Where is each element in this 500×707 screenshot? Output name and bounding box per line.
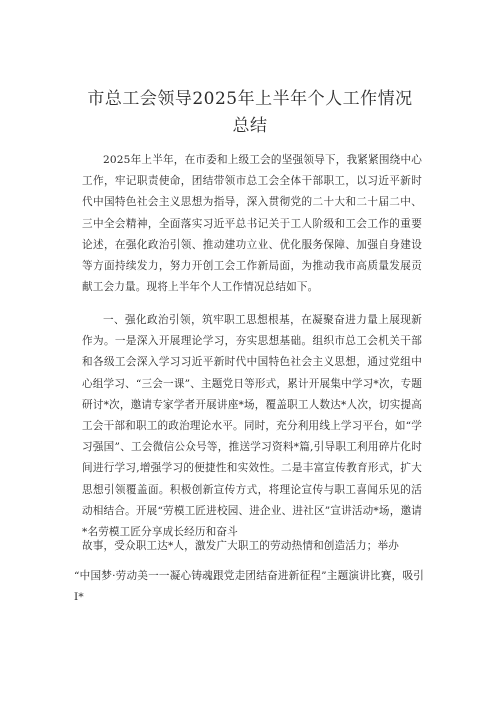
paragraph-continuation-2: “中国梦·劳动美一一凝心铸魂跟党走团结奋进新征程”主题演讲比赛，吸引I*: [74, 570, 424, 604]
paragraph-section-one: 一、强化政治引领，筑牢职工思想根基，在凝聚奋进力量上展现新作为。一是深入开展理论学习，夯实思想基础。组织市总工会机关干部和各级工会深入学习习近平新时代中国特色社会主义思想，通过党组中心组学习、“三会一课”、主题党日等形式，累计开展集中学习*次，专题研讨*次，邀请专家学者开展讲座*场，覆盖职工人数达*人次，切实提高工会干部和职工的政治理论水平。同时，充分利用线上学习平台，如“学习强国”、工会微信公众号等，推送学习资料*篇,引导职工利用碎片化时间进行学习,增强学习的便捷性和实效性。二是丰富宣传教育形式，扩大思想引领覆盖面。积极创新宣传方式，将理论宣传与职工喜闻乐见的活动相结合。开展“劳模工匠进校园、进企业、进社区”宣讲活动*场，邀请*名劳模工匠分享成长经历和奋斗: [82, 314, 422, 539]
paragraph-continuation: 故事，受众职工达*人，激发广大职工的劳动热情和创造活力；举办: [82, 540, 400, 552]
document-title: 市总工会领导2025年上半年个人工作情况总结: [87, 89, 413, 136]
paragraph-intro: 2025年上半年，在市委和上级工会的坚强领导下，我紧紧围绕中心工作，牢记职责使命，团结带领市总工会全体干部职工，以习近平新时代中国特色社会主义思想为指导，深入贯彻党的二十大和二十届二中、三中全会精神，全面落实习近平总书记关于工人阶级和工会工作的重要论述，在强化政治引领、推动建功立业、优化服务保障、加强自身建设等方面持续发力，努力开创工会工作新局面，为推动我市高质量发展贡献工会力量。现将上半年个人工作情况总结如下。: [82, 154, 422, 294]
